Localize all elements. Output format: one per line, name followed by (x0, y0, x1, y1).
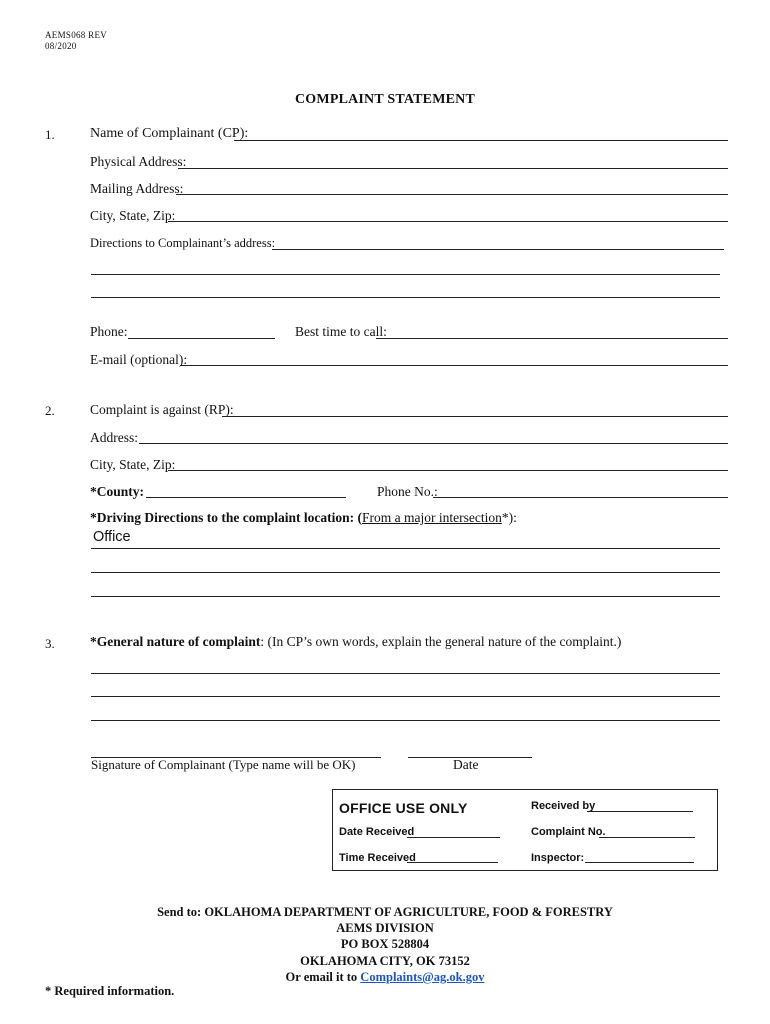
section-1-number: 1. (45, 127, 55, 142)
physical-address-field[interactable] (178, 168, 728, 169)
complainant-name-field[interactable] (234, 140, 728, 141)
rp-address-label: Address: (90, 430, 138, 445)
complaint-no-label: Complaint No. (531, 826, 606, 838)
signature-label: Signature of Complainant (Type name will be OK) (91, 757, 356, 772)
email-field[interactable] (180, 365, 728, 366)
rp-phone-field[interactable] (433, 497, 728, 498)
rp-address-field[interactable] (139, 443, 728, 444)
nature-title: *General nature of complaint (90, 634, 261, 649)
mailing-address-label: Mailing Address: (90, 181, 184, 196)
city-state-zip-field[interactable] (168, 221, 728, 222)
mailing-address-field[interactable] (176, 194, 728, 195)
phone-field[interactable] (128, 338, 275, 339)
office-use-title: OFFICE USE ONLY (339, 800, 468, 816)
city-state-zip-label: City, State, Zip: (90, 208, 176, 223)
date-received-field[interactable] (407, 837, 500, 838)
driving-line-2[interactable] (91, 572, 720, 573)
driving-directions-value[interactable]: Office (93, 529, 131, 545)
against-label: Complaint is against (RP): (90, 402, 234, 417)
section-3-number: 3. (45, 636, 55, 651)
time-received-field[interactable] (407, 862, 498, 863)
office-use-box (332, 789, 718, 871)
best-time-label: Best time to call: (295, 324, 387, 339)
footer-email-prefix: Or email it to (285, 970, 358, 984)
driving-directions-title: *Driving Directions to the complaint location: (90, 510, 355, 525)
received-by-field[interactable] (587, 811, 693, 812)
inspector-label: Inspector: (531, 852, 585, 864)
required-note: * Required information. (45, 984, 175, 998)
driving-hint: From a major intersection (361, 510, 502, 525)
best-time-field[interactable] (376, 338, 728, 339)
time-received-label: Time Received (339, 852, 416, 864)
page-title: COMPLAINT STATEMENT (295, 92, 475, 107)
received-by-label: Received by (531, 800, 596, 812)
nature-line-3[interactable] (91, 720, 720, 721)
phone-label: Phone: (90, 324, 128, 339)
rp-city-state-zip-field[interactable] (168, 470, 728, 471)
email-label: E-mail (optional): (90, 352, 188, 367)
form-date: 08/2020 (45, 41, 77, 51)
nature-label (90, 634, 621, 650)
driving-paren-close: *): (501, 510, 517, 525)
driving-line-3[interactable] (91, 596, 720, 597)
driving-paren-open: ( (357, 510, 362, 525)
directions-line-3[interactable] (91, 297, 720, 298)
directions-label: Directions to Complainant’s address: (90, 236, 276, 250)
section-2-number: 2. (45, 403, 55, 418)
footer-division: AEMS DIVISION (336, 921, 434, 935)
driving-directions-label (90, 510, 517, 526)
directions-field[interactable] (272, 249, 724, 250)
inspector-field[interactable] (585, 862, 694, 863)
rp-phone-label: Phone No.: (377, 484, 438, 499)
nature-line-1[interactable] (91, 673, 720, 674)
county-label: *County: (90, 484, 145, 499)
footer-email-line (90, 970, 680, 985)
nature-hint: : (In CP’s own words, explain the general nature of the complaint.) (260, 634, 622, 649)
directions-line-2[interactable] (91, 274, 720, 275)
footer-po-box: PO BOX 528804 (340, 937, 430, 951)
complainant-name-label: Name of Complainant (CP): (90, 126, 249, 141)
footer-send-to: Send to: OKLAHOMA DEPARTMENT OF AGRICULTURE, FOOD & FORESTRY (157, 905, 613, 919)
footer-city: OKLAHOMA CITY, OK 73152 (300, 954, 470, 968)
date-received-label: Date Received (339, 826, 415, 838)
against-field[interactable] (222, 416, 728, 417)
date-label: Date (453, 757, 479, 772)
complaint-no-field[interactable] (599, 837, 695, 838)
county-field[interactable] (146, 497, 346, 498)
nature-line-2[interactable] (91, 696, 720, 697)
rp-city-state-zip-label: City, State, Zip: (90, 457, 176, 472)
physical-address-label: Physical Address: (90, 154, 187, 169)
driving-line-1[interactable] (91, 548, 720, 549)
complaints-email-link[interactable]: Complaints@ag.ok.gov (360, 970, 485, 984)
form-code: AEMS068 REV (45, 30, 108, 40)
